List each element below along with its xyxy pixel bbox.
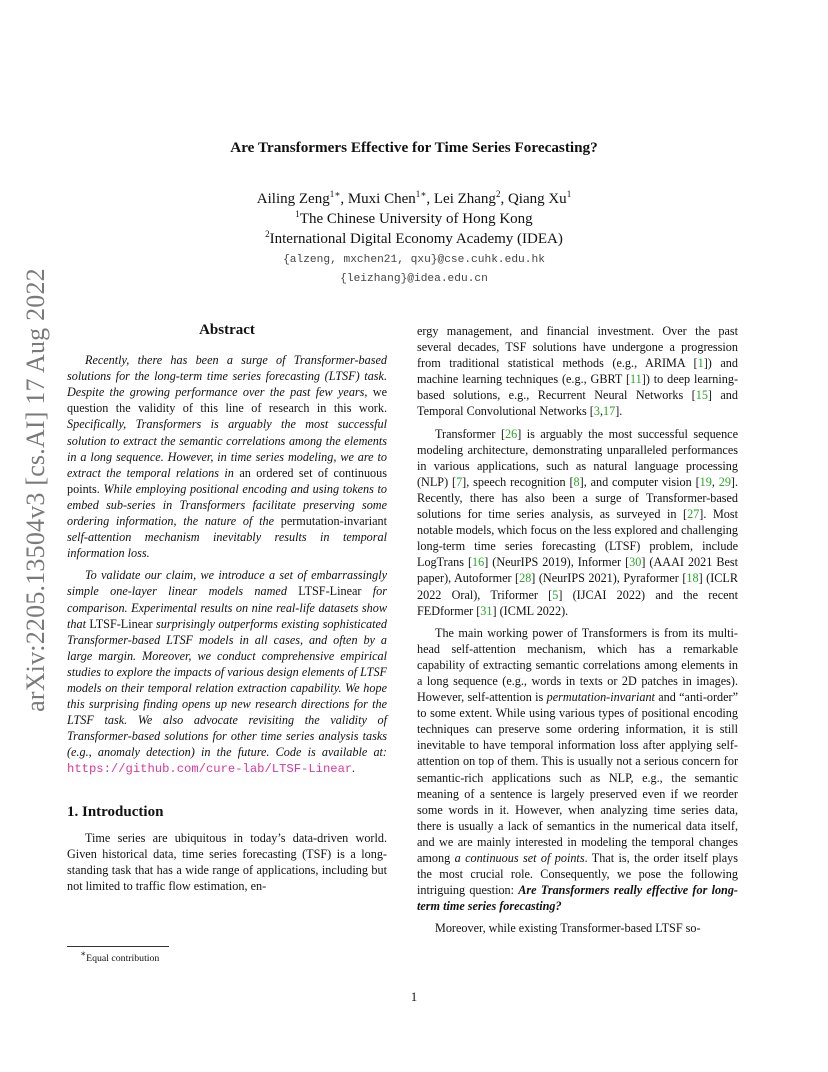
citation-link[interactable]: 29: [718, 474, 731, 489]
author-affil-mark: 1: [566, 189, 572, 199]
intro-paragraph-4: Moreover, while existing Transformer-based LTSF so-: [435, 921, 701, 936]
citation-link[interactable]: 8: [573, 474, 580, 489]
affiliation-2: $^2$International Digital Economy Academy (IDEA): [265, 229, 563, 247]
author-name: Lei Zhang: [433, 191, 496, 207]
footnote-mark: ∗: [80, 948, 87, 959]
citation-link[interactable]: 7: [456, 474, 463, 489]
footnote: [80, 948, 160, 964]
introduction-heading: 1. Introduction: [67, 803, 164, 820]
page-number: 1: [410, 990, 418, 1004]
author-affil-mark: 2: [495, 189, 501, 199]
abstract-paragraph-2: To validate our claim, we introduce a set of embarrassingly simple one-layer linear models named LTSF-Linear for comparison. Experimental results on nine real-life datasets show that LTSF-Linear surprisingly outperforms existing sophisticated Transformer-based LTSF models in all cases, and often by a large margin. Moreover, we conduct comprehensive empirical studies to explore the impacts of various design elements of LTSF models on their temporal relation extraction capability. We hope this surprising finding opens up new research directions for the LTSF task. We also advocate revisiting the validity of Transformer-based solutions for other time series analysis tasks (e.g., anomaly detection) in the future. Code is available at: https://github.com/cure-lab/LTSF-Linear.: [67, 568, 387, 777]
footnote-text: Equal contribution: [86, 953, 160, 964]
citation-link[interactable]: 28: [519, 571, 532, 586]
paper-title: Are Transformers Effective for Time Series Forecasting?: [230, 139, 598, 156]
citation-link[interactable]: 16: [472, 555, 485, 570]
citation-link[interactable]: 17: [603, 404, 616, 419]
citation-link[interactable]: 26: [505, 426, 518, 441]
abstract-heading: Abstract: [199, 322, 255, 338]
citation-link[interactable]: 30: [629, 555, 642, 570]
author-name: Qiang Xu: [507, 191, 567, 207]
affiliation-1: $^1$The Chinese University of Hong Kong: [295, 209, 533, 227]
intro-paragraph-2: Transformer [26] is arguably the most successful sequence modeling architecture, demonstrating unparalleled performances in various applications, such as natural language processing (NLP) [7], speech recognition [8], and computer vision [19, 29]. Recently, there has also been a surge of Transformer-based solutions for time series analysis, as surveyed in [27]. Most notable models, which focus on the less explored and challenging long-term time series forecasting (LTSF) problem, include LogTrans [16] (NeurIPS 2019), Informer [30] (AAAI 2021 Best paper), Autoformer [28] (NeurIPS 2021), Pyraformer [18] (ICLR 2022 Oral), Triformer [5] (IJCAI 2022) and the recent FEDformer [31] (ICML 2022).: [417, 426, 739, 618]
citation-link[interactable]: 5: [552, 587, 559, 602]
email-2: {leizhang}@idea.edu.cn: [340, 273, 488, 285]
author-list: Ailing Zeng$^{1∗}$, Muxi Chen$^{1∗}$, Lei Zhang$^2$, Qiang Xu$^1$: [256, 189, 572, 207]
arxiv-identifier: arXiv:2205.13504v3 [cs.AI] 17 Aug 2022: [21, 268, 50, 712]
author-name: Muxi Chen: [347, 191, 416, 207]
arxiv-sidebar: [16, 268, 56, 712]
citation-link[interactable]: 3: [593, 404, 600, 419]
citation-link[interactable]: 27: [687, 507, 700, 522]
key-question: Are Transformers really effective for long-term time series forecasting?: [417, 883, 738, 914]
intro-paragraph-3: The main working power of Transformers is from its multi-head self-attention mechanism, which has a remarkable capability of extracting semantic correlations among elements in a long sequence (e.g., words in texts or 2D patches in images). However, self-attention is permutation-invariant and “anti-order” to some extent. While using various types of positional encoding techniques can preserve some ordering information, it is still inevitable to have temporal information loss after applying self-attention on top of them. This is usually not a serious concern for semantic-rich applications such as NLP, e.g., the semantic meaning of a sentence is largely preserved even if we reorder some words in it. However, when analyzing time series data, there is usually a lack of semantics in the numerical data itself, and we are mainly interested in modeling the temporal changes among a continuous set of points. That is, the order itself plays the most crucial role. Consequently, we pose the following intriguing question: Are Transformers really effective for long-term time series forecasting?: [417, 625, 739, 914]
author-affil-mark: 1∗: [329, 189, 341, 199]
code-link[interactable]: https://github.com/cure-lab/LTSF-Linear: [67, 762, 353, 777]
footnote-rule: [67, 946, 169, 947]
citation-link[interactable]: 31: [480, 603, 493, 618]
citation-link[interactable]: 18: [686, 571, 699, 586]
citation-link[interactable]: 11: [630, 372, 642, 387]
author-block: [0, 189, 828, 289]
citation-link[interactable]: 19: [699, 474, 712, 489]
email-1: {alzeng, mxchen21, qxu}@cse.cuhk.edu.hk: [283, 254, 545, 266]
citation-link[interactable]: 1: [697, 356, 704, 371]
intro-paragraph-1: Time series are ubiquitous in today’s data-driven world. Given historical data, time series forecasting (TSF) is a long-standing task that has a wide range of applications, including but not limited to traffic flow estimation, en-: [67, 830, 387, 893]
abstract-paragraph-1: Recently, there has been a surge of Transformer-based solutions for the long-term time series forecasting (LTSF) task. Despite the growing performance over the past few years, we question the validity of this line of research in this work. Specifically, Transformers is arguably the most successful solution to extract the semantic correlations among the elements in a long sequence. However, in time series modeling, we are to extract the temporal relations in an ordered set of continuous points. While employing positional encoding and using tokens to embed sub-series in Transformers facilitate preserving some ordering information, the nature of the permutation-invariant self-attention mechanism inevitably results in temporal information loss.: [67, 353, 387, 561]
author-name: Ailing Zeng: [256, 191, 330, 207]
left-column: [67, 322, 387, 894]
author-affil-mark: 1∗: [415, 189, 427, 199]
intro-paragraph-1-cont: ergy management, and financial investment. Over the past several decades, TSF solutions have undergone a progression from traditional statistical methods (e.g., ARIMA [1]) and machine learning techniques (e.g., GBRT [11]) to deep learning-based solutions, e.g., Recurrent Neural Networks [15] and Temporal Convolutional Networks [3,17].: [417, 324, 738, 419]
right-column: [417, 323, 738, 936]
citation-link[interactable]: 15: [695, 388, 708, 403]
